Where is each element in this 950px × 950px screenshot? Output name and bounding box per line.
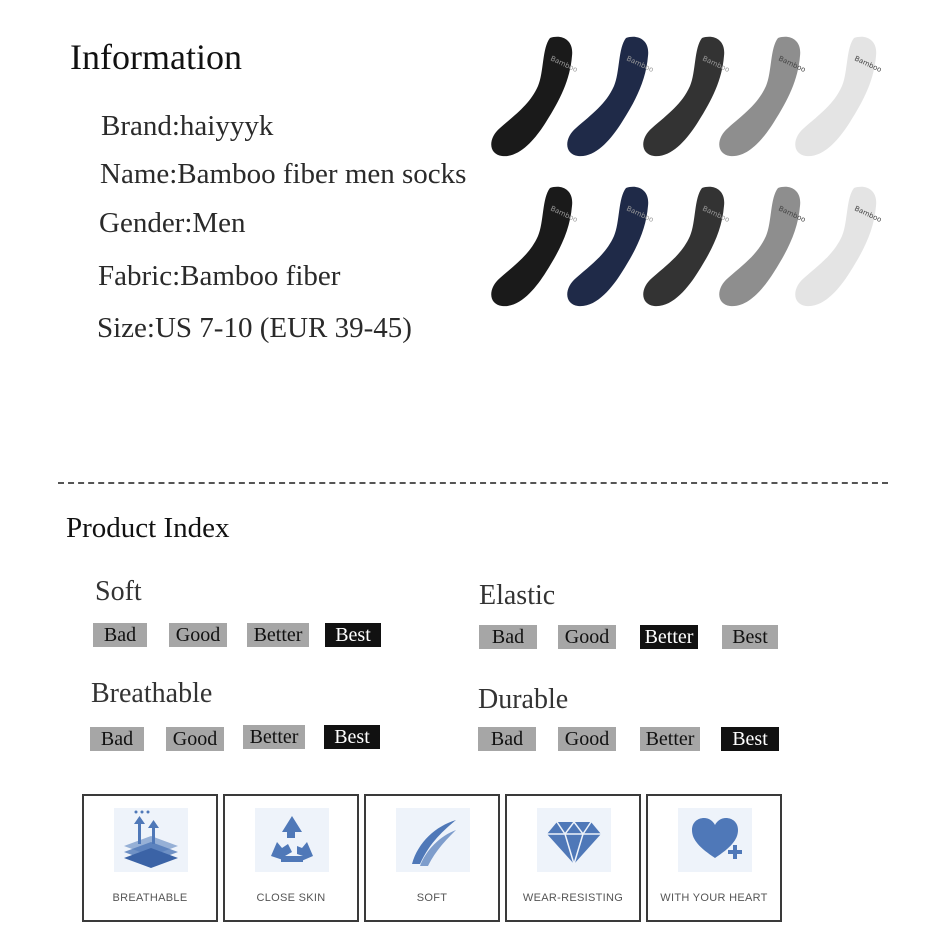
group-label-soft: Soft — [95, 576, 142, 607]
sock-brand-label: Bamboo — [625, 54, 655, 75]
feature-label: WITH YOUR HEART — [660, 892, 768, 904]
product-index-title: Product Index — [66, 512, 230, 544]
sock — [567, 37, 655, 156]
feature-label: WEAR-RESISTING — [522, 892, 624, 904]
breathable-good-chip: Good — [166, 727, 224, 751]
sock-brand-label: Bamboo — [625, 204, 655, 225]
sock-brand-label: Bamboo — [853, 54, 883, 75]
feature-close-skin — [223, 794, 359, 922]
durable-better-chip: Better — [640, 727, 700, 751]
breathable-layers-icon — [114, 808, 188, 872]
sock-brand-label: Bamboo — [549, 204, 579, 225]
spec-name: Name:Bamboo fiber men socks — [100, 158, 467, 190]
sock-brand-label: Bamboo — [701, 54, 731, 75]
sock-brand-label: Bamboo — [701, 204, 731, 225]
recycle-icon — [255, 808, 329, 872]
feature-breathable — [82, 794, 218, 922]
group-label-breathable: Breathable — [91, 678, 213, 709]
group-label-durable: Durable — [478, 684, 569, 715]
spec-size: Size:US 7-10 (EUR 39-45) — [97, 312, 412, 344]
breathable-bad-chip: Bad — [90, 727, 144, 751]
sock — [795, 187, 883, 306]
sock-row-1 — [491, 37, 883, 156]
sock-row-2 — [491, 187, 883, 306]
sock-brand-label: Bamboo — [549, 54, 579, 75]
sock-brand-label: Bamboo — [853, 204, 883, 225]
sock — [795, 37, 883, 156]
feature-label: SOFT — [416, 892, 448, 904]
sock — [719, 37, 807, 156]
breathable-best-chip: Best — [324, 725, 380, 749]
feature-soft — [364, 794, 500, 922]
feature-label: CLOSE SKIN — [256, 892, 326, 904]
durable-good-chip: Good — [558, 727, 616, 751]
sock — [491, 187, 579, 306]
spec-gender: Gender:Men — [99, 207, 246, 239]
heart-plus-icon — [678, 808, 752, 872]
sock-brand-label: Bamboo — [777, 204, 807, 225]
diamond-icon — [537, 808, 611, 872]
sock — [643, 187, 731, 306]
soft-bad-chip: Bad — [93, 623, 147, 647]
sock — [719, 187, 807, 306]
elastic-best-chip: Best — [722, 625, 778, 649]
feather-icon — [396, 808, 470, 872]
breathable-better-chip: Better — [243, 725, 305, 749]
elastic-better-chip: Better — [640, 625, 698, 649]
soft-good-chip: Good — [169, 623, 227, 647]
durable-bad-chip: Bad — [478, 727, 536, 751]
information-title: Information — [70, 37, 242, 77]
durable-best-chip: Best — [721, 727, 779, 751]
sock — [567, 187, 655, 306]
spec-fabric: Fabric:Bamboo fiber — [98, 260, 341, 292]
elastic-bad-chip: Bad — [479, 625, 537, 649]
feature-wear-resisting — [505, 794, 641, 922]
socks-product-image — [470, 30, 910, 450]
soft-better-chip: Better — [247, 623, 309, 647]
soft-best-chip: Best — [325, 623, 381, 647]
feature-label: BREATHABLE — [112, 892, 188, 904]
sock-brand-label: Bamboo — [777, 54, 807, 75]
sock — [491, 37, 579, 156]
spec-brand: Brand:haiyyyk — [101, 110, 274, 142]
group-label-elastic: Elastic — [479, 580, 556, 611]
elastic-good-chip: Good — [558, 625, 616, 649]
feature-with-your-heart — [646, 794, 782, 922]
section-divider — [58, 482, 888, 484]
sock — [643, 37, 731, 156]
